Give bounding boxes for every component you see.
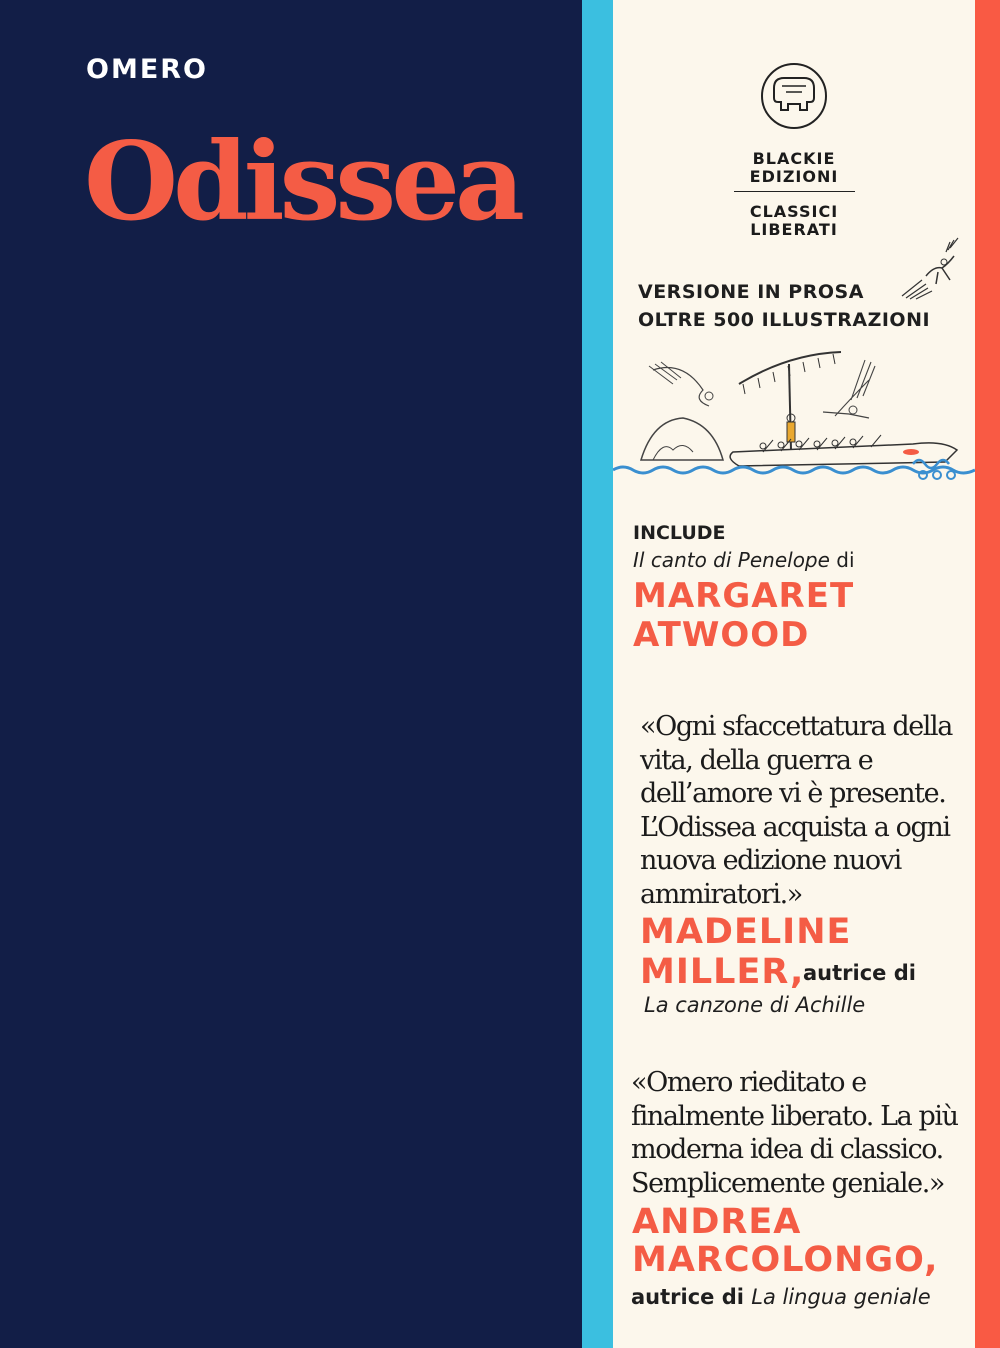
include-label: INCLUDE (633, 522, 726, 544)
ship-illustration (613, 340, 975, 510)
marcolongo-quote: «Omero rieditato e finalmente liberato. La più moderna idea di classico. Semplicemente geniale.» (631, 1067, 958, 1199)
miller-quote: «Ogni sfaccettatura della vita, della guerra e dell’amore vi è presente. L’Odissea acquista a ogni nuova edizione nuovi ammiratori.» (640, 711, 952, 910)
elephant-logo-icon (760, 62, 828, 130)
marcolongo-last-name: MARCOLONGO, (632, 1240, 939, 1280)
miller-last-name: MILLER, (640, 952, 805, 992)
atwood-first-name: MARGARET (633, 576, 855, 616)
miller-book: La canzone di Achille (644, 993, 866, 1017)
author-name: OMERO (86, 54, 209, 85)
miller-role: autrice di (803, 961, 916, 985)
book-title: Odissea (84, 119, 520, 245)
blue-stripe (582, 0, 613, 1348)
feature-prose-version: VERSIONE IN PROSA (638, 281, 864, 303)
winged-figure-illustration (898, 236, 962, 300)
atwood-last-name: ATWOOD (633, 615, 810, 655)
miller-first-name: MADELINE (640, 912, 852, 952)
red-stripe (975, 0, 1000, 1348)
feature-illustrations: OLTRE 500 ILLUSTRAZIONI (638, 309, 931, 331)
series-name: CLASSICI LIBERATI (749, 202, 839, 239)
marcolongo-role: autrice di La lingua geniale (631, 1285, 931, 1309)
publisher-divider (734, 191, 855, 192)
publisher-name: BLACKIE EDIZIONI (749, 149, 839, 186)
marcolongo-first-name: ANDREA (632, 1202, 802, 1242)
included-work: Il canto di Penelope di (633, 548, 855, 572)
